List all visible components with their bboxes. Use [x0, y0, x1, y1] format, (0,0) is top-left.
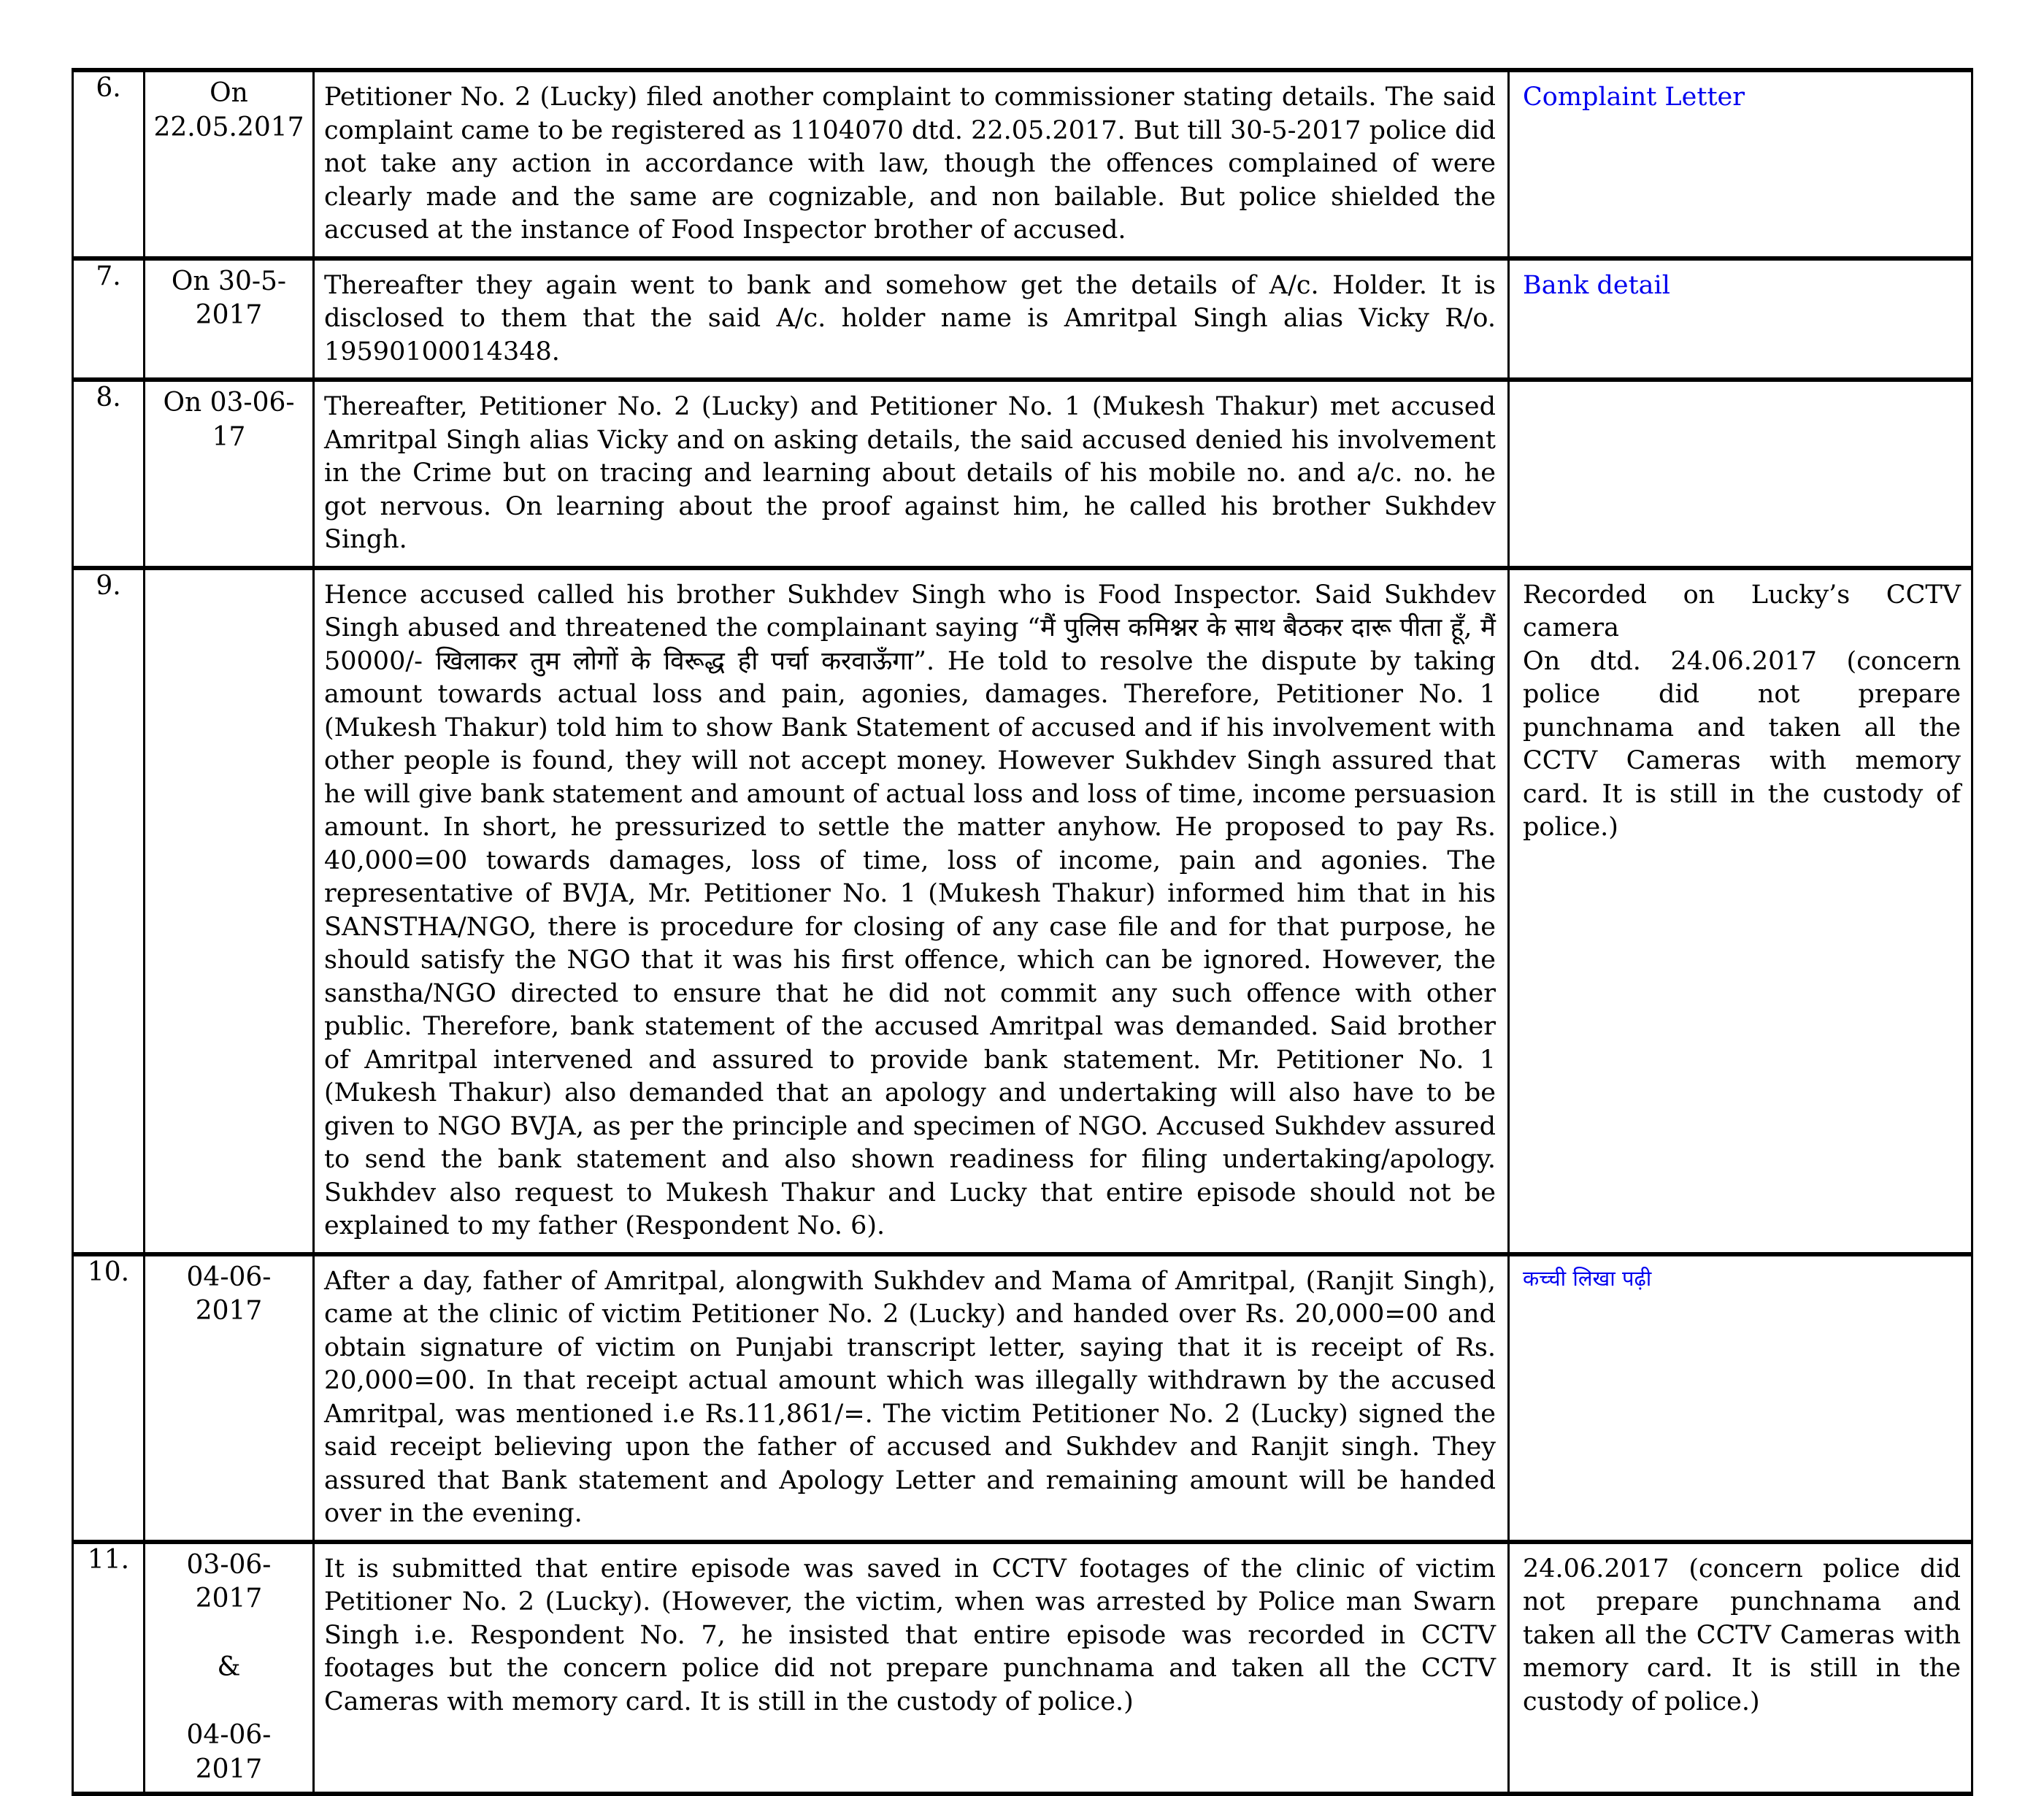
- table-row-6: [73, 70, 1972, 258]
- events-table: [72, 68, 1973, 1796]
- serial-number: 10.: [73, 1254, 145, 1542]
- annexure-cell: [1509, 568, 1972, 1254]
- punchnama-note: 24.06.2017 (concern police did not prepare punchnama and taken all the CCTV Cameras with memory card. It is still in the custody of police.): [1523, 1554, 1961, 1716]
- description-cell: Thereafter they again went to bank and somehow get the details of A/c. Holder. It is disclosed to them that the said A/c. holder name is Amritpal Singh alias Vicky R/o. 19590100014348.: [314, 258, 1509, 380]
- description-cell: After a day, father of Amritpal, alongwith Sukhdev and Mama of Amritpal, (Ranjit Singh), came at the clinic of victim Petitioner No. 2 (Lucky) and handed over Rs. 20,000=00 and obtain signature of victim on Punjabi transcript letter, saying that it is receipt of Rs. 20,000=00. In that receipt actual amount which was illegally withdrawn by the accused Amritpal, was mentioned i.e Rs.11,861/=. The victim Petitioner No. 2 (Lucky) signed the said receipt believing upon the father of accused and Sukhdev and Ranjit singh. They assured that Bank statement and Apology Letter and remaining amount will be handed over in the evening.: [314, 1254, 1509, 1542]
- date-cell: 03-06- 2017 & 04-06- 2017: [145, 1542, 314, 1795]
- description-cell: Thereafter, Petitioner No. 2 (Lucky) and Petitioner No. 1 (Mukesh Thakur) met accused Amritpal Singh alias Vicky and on asking details, the said accused denied his involvement in the Crime but on tracing and learning about details of his mobile no. and a/c. no. he got nervous. On learning about the proof against him, he called his brother Sukhdev Singh.: [314, 380, 1509, 568]
- table-row-7: [73, 258, 1972, 380]
- description-cell: Hence accused called his brother Sukhdev Singh who is Food Inspector. Said Sukhdev Singh abused and threatened the complainant saying “मैं पुलिस कमिश्नर के साथ बैठकर दारू पीता हूँ, मैं 50000/- खिलाकर तुम लोगों के विरूद्ध ही पर्चा करवाऊँगा”. He told to resolve the dispute by taking amount towards actual loss and pain, agonies, damages. Therefore, Petitioner No. 1 (Mukesh Thakur) told him to show Bank Statement of accused and if his involvement with other people is found, they will not accept money. However Sukhdev Singh assured that he will give bank statement and amount of actual loss and loss of time, income persuasion amount. In short, he pressurized to settle the matter anyhow. He proposed to pay Rs. 40,000=00 towards damages, loss of time, loss of income, pain and agonies. The representative of BVJA, Mr. Petitioner No. 1 (Mukesh Thakur) informed him that in his SANSTHA/NGO, there is procedure for closing of any case file and for that purpose, he should satisfy the NGO that it was his first offence, which can be ignored. However, the sanstha/NGO directed to ensure that he did not commit any such offence with other public. Therefore, bank statement of the accused Amritpal was demanded. Said brother of Amritpal intervened and assured to provide bank statement. Mr. Petitioner No. 1 (Mukesh Thakur) also demanded that an apology and undertaking will also have to be given to NGO BVJA, as per the principle and specimen of NGO. Accused Sukhdev assured to send the bank statement and also shown readiness for filing undertaking/apology. Sukhdev also request to Mukesh Thakur and Lucky that entire episode should not be explained to my father (Respondent No. 6).: [314, 568, 1509, 1254]
- serial-number: 8.: [73, 380, 145, 568]
- table-row-8: [73, 380, 1972, 568]
- date-cell: [145, 568, 314, 1254]
- serial-number: 6.: [73, 70, 145, 258]
- punchnama-note: On dtd. 24.06.2017 (concern police did not prepare punchnama and taken all the CCTV Cameras with memory card. It is still in the custody of police.): [1523, 646, 1961, 842]
- kachchi-likha-padhi-link[interactable]: कच्ची लिखा पढ़ी: [1523, 1265, 1652, 1291]
- table-row-11: [73, 1542, 1972, 1795]
- serial-number: 9.: [73, 568, 145, 1254]
- cctv-note: Recorded on Lucky’s CCTV camera: [1523, 580, 1961, 642]
- serial-number: 11.: [73, 1542, 145, 1795]
- table-row-9: [73, 568, 1972, 1254]
- annexure-cell: [1509, 1254, 1972, 1542]
- document-page: [72, 68, 1973, 1796]
- annexure-cell: [1509, 70, 1972, 258]
- description-cell: Petitioner No. 2 (Lucky) filed another complaint to commissioner stating details. The said complaint came to be registered as 1104070 dtd. 22.05.2017. But till 30-5-2017 police did not take any action in accordance with law, though the offences complained of were clearly made and the same are cognizable, and non bailable. But police shielded the accused at the instance of Food Inspector brother of accused.: [314, 70, 1509, 258]
- serial-number: 7.: [73, 258, 145, 380]
- date-cell: 04-06- 2017: [145, 1254, 314, 1542]
- annexure-cell: [1509, 1542, 1972, 1795]
- annexure-cell: [1509, 258, 1972, 380]
- date-cell: On 22.05.2017: [145, 70, 314, 258]
- complaint-letter-link[interactable]: Complaint Letter: [1523, 82, 1745, 112]
- date-cell: On 30-5- 2017: [145, 258, 314, 380]
- description-cell: It is submitted that entire episode was saved in CCTV footages of the clinic of victim Petitioner No. 2 (Lucky). (However, the victim, when was arrested by Police man Swarn Singh i.e. Respondent No. 7, he insisted that entire episode was recorded in CCTV footages but the concern police did not prepare punchnama and taken all the CCTV Cameras with memory card. It is still in the custody of police.): [314, 1542, 1509, 1795]
- bank-detail-link[interactable]: Bank detail: [1523, 270, 1670, 300]
- annexure-cell: [1509, 380, 1972, 568]
- table-row-10: [73, 1254, 1972, 1542]
- date-cell: On 03-06- 17: [145, 380, 314, 568]
